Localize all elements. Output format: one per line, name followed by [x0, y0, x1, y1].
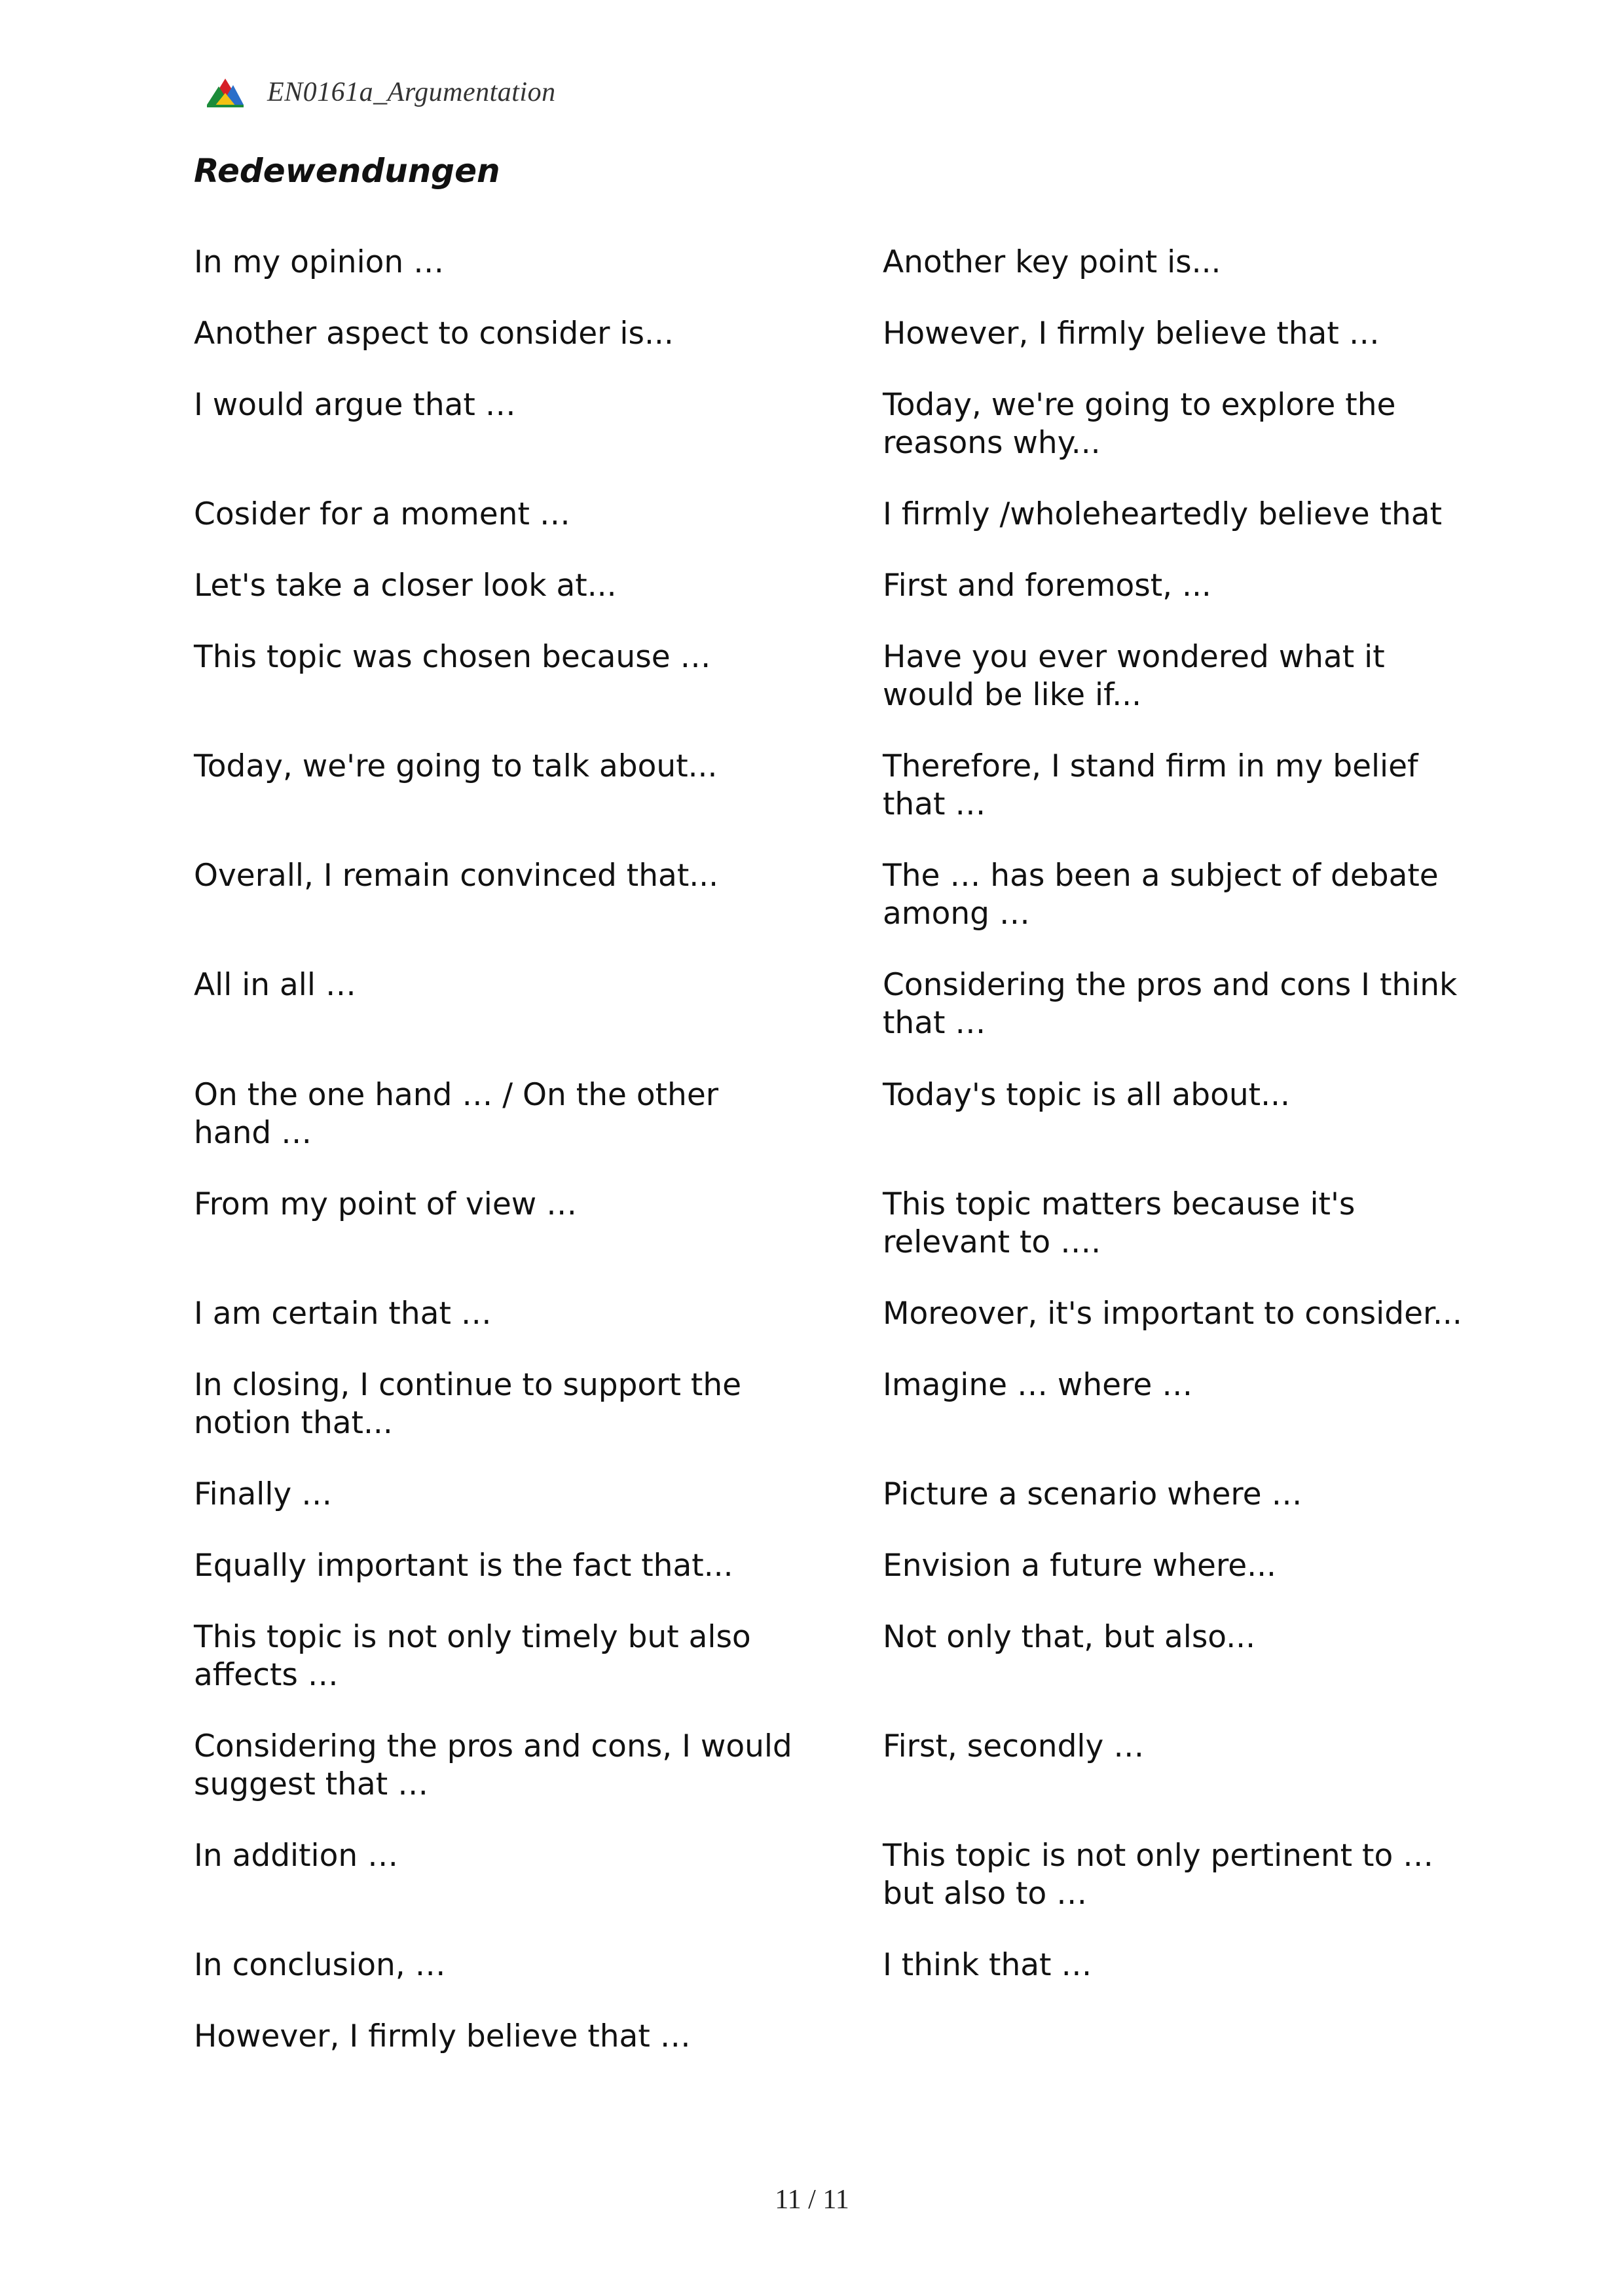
phrase-item: I would argue that …	[194, 387, 516, 423]
phrase-item: First, secondly …	[883, 1728, 1145, 1764]
phrase-item: However, I firmly believe that …	[883, 316, 1380, 352]
phrase-item: This topic is not only pertinent to … but also to …	[883, 1838, 1434, 1912]
phrase-item: I firmly /wholeheartedly believe that	[883, 496, 1443, 532]
phrase-item: The … has been a subject of debate among …	[883, 858, 1439, 932]
section-title: Redewendungen	[194, 152, 500, 190]
phrase-item: All in all …	[194, 967, 356, 1003]
phrase-item: Picture a scenario where …	[883, 1476, 1302, 1512]
phrase-item: Considering the pros and cons I think that …	[883, 967, 1458, 1041]
phrase-item: Overall, I remain convinced that...	[194, 858, 719, 894]
phrase-item: Equally important is the fact that...	[194, 1548, 733, 1584]
phrase-item: Another key point is...	[883, 244, 1221, 280]
document-id: EN0161a_Argumentation	[267, 77, 556, 107]
phrase-item: This topic is not only timely but also affects …	[194, 1619, 751, 1693]
phrase-item: Envision a future where...	[883, 1548, 1276, 1584]
phrase-item: This topic was chosen because …	[194, 639, 711, 675]
phrase-item: In conclusion, …	[194, 1947, 446, 1983]
phrase-item: Cosider for a moment …	[194, 496, 570, 532]
phrase-item: Today's topic is all about...	[883, 1077, 1290, 1113]
phrase-item: I think that …	[883, 1947, 1092, 1983]
phrase-item: On the one hand … / On the other hand …	[194, 1077, 719, 1151]
page-number: 11 / 11	[775, 2185, 849, 2215]
phrase-item: Finally …	[194, 1476, 333, 1512]
phrase-item: Let's take a closer look at...	[194, 568, 617, 604]
mountain-logo-icon	[206, 76, 245, 109]
phrase-item: Imagine … where …	[883, 1367, 1193, 1403]
phrase-item: I am certain that …	[194, 1296, 492, 1332]
phrase-item: First and foremost, ...	[883, 568, 1211, 604]
phrase-item: Another aspect to consider is...	[194, 316, 674, 352]
phrase-item: Therefore, I stand firm in my belief that …	[883, 748, 1418, 822]
phrase-item: Moreover, it's important to consider...	[883, 1296, 1462, 1332]
phrase-item: This topic matters because it's relevant to ….	[883, 1186, 1356, 1260]
phrase-item: Considering the pros and cons, I would suggest that …	[194, 1728, 792, 1802]
phrase-item: Not only that, but also...	[883, 1619, 1256, 1655]
phrase-item: In my opinion …	[194, 244, 445, 280]
phrase-item: In closing, I continue to support the notion that...	[194, 1367, 742, 1441]
phrase-item: Have you ever wondered what it would be like if...	[883, 639, 1385, 713]
phrase-item: Today, we're going to talk about...	[194, 748, 718, 784]
phrase-item: From my point of view …	[194, 1186, 578, 1222]
page-header	[206, 71, 556, 114]
phrase-item: In addition …	[194, 1838, 399, 1874]
phrase-item: However, I firmly believe that …	[194, 2018, 691, 2054]
phrase-item: Today, we're going to explore the reasons why...	[883, 387, 1396, 461]
